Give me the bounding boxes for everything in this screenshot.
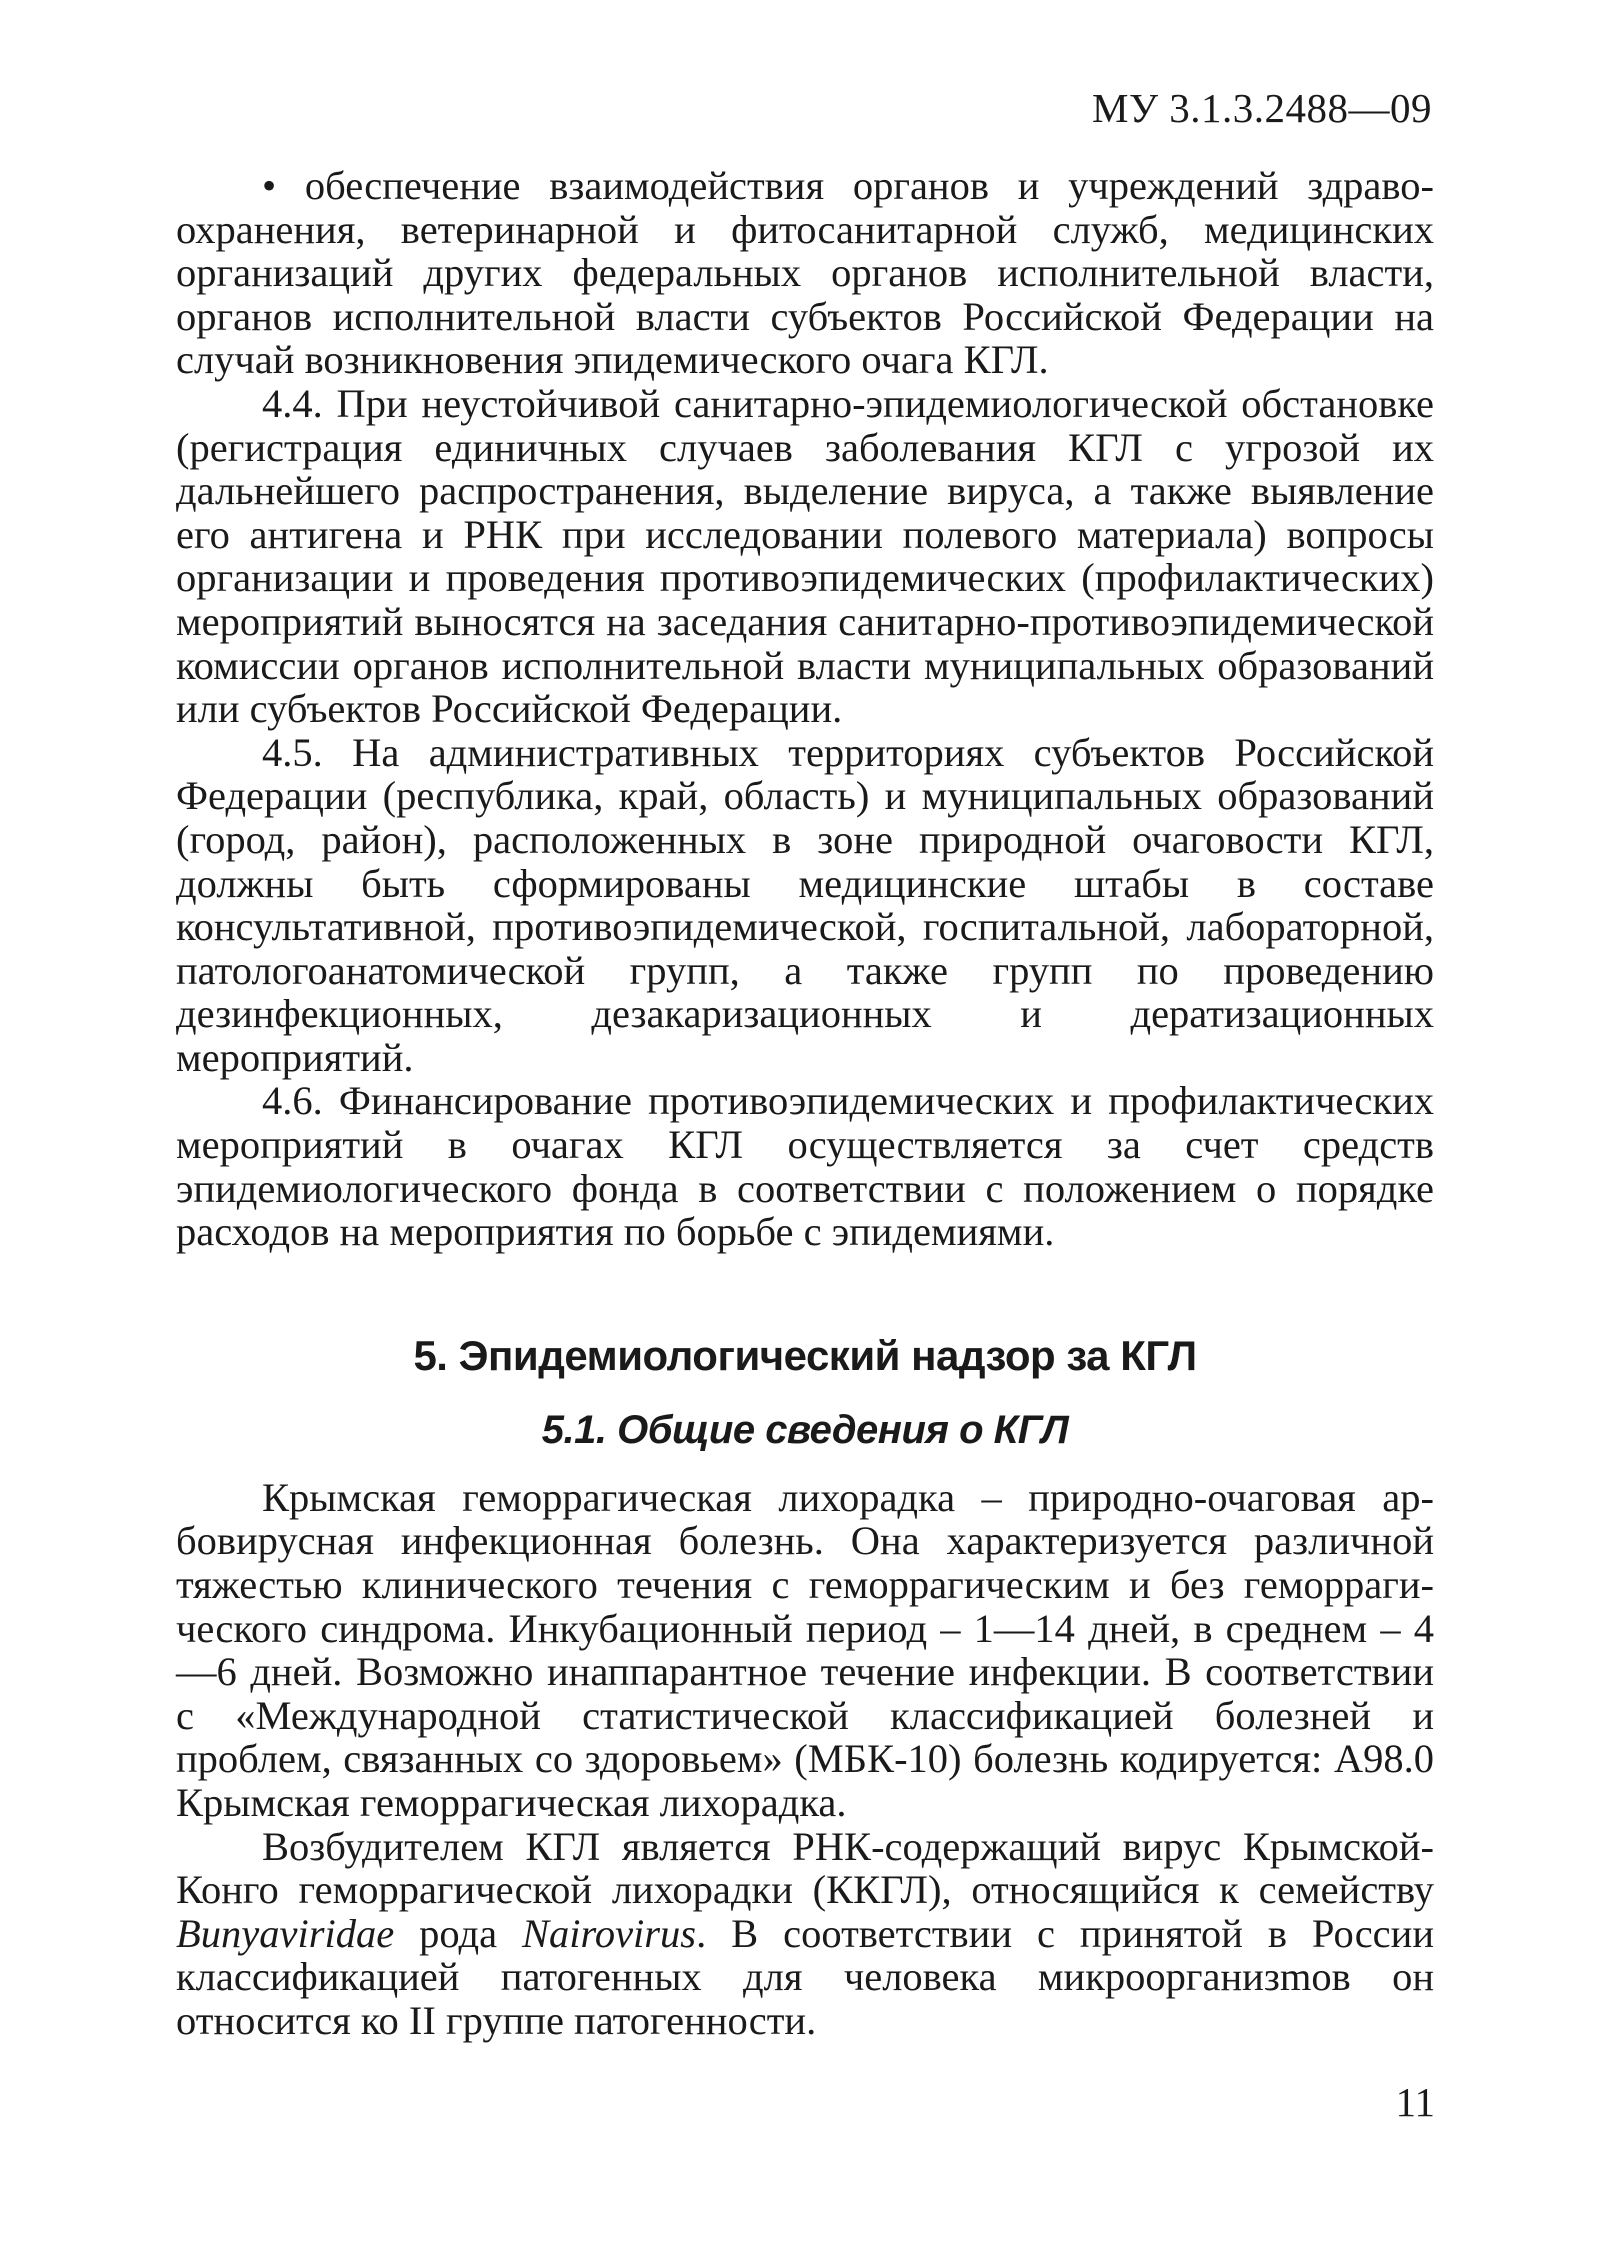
section-5-title: 5. Эпидемиологический надзор за КГЛ (413, 1331, 1197, 1379)
paragraph-4-4: 4.4. При неустойчивой санитарно-эпидемиологической обстановке (регистрация единичных случаев заболевания КГЛ с угрозой их дальнейшего распространения, выделение вируса, а также выявление его антигена и РНК при исследовании полевого материала) вопросы организации и проведения противоэпидемических (профилактических) мероприятий выносятся на заседания санитарно-противоэпидемической комиссии органов исполнительной власти муниципальных образований или субъектов Российской Федерации. (176, 380, 1434, 732)
pathogen-text-part2: рода (394, 1910, 523, 1956)
bullet-paragraph: • обеспечение взаимодействия органов и учреждений здравоохранения, ветеринарной и фитосанитарной служб, медицинских организаций других федеральных органов исполнительной власти, органов исполнительной власти субъектов Российской Федерации на случай возникновения эпидемического очага КГЛ. (176, 163, 1434, 383)
pathogen-text-part1: Возбудителем КГЛ является РНК-содержащий вирус Крымской-Конго геморрагической лихорадки (ККГЛ), относящийся к семейству (176, 1823, 1434, 1913)
paragraph-4-6: 4.6. Финансирование противоэпидемических и профилактических мероприятий в очагах КГЛ осуществляется за счет средств эпидемиологического фонда в соответствии с положением о порядке расходов на мероприятия по борьбе с эпидемиями. (176, 1078, 1434, 1255)
paragraph-pathogen (176, 1825, 1434, 2043)
page-number: 11 (1395, 2079, 1435, 2125)
virus-family: Bunyaviridae (176, 1910, 395, 1956)
page-content (176, 164, 1434, 2043)
virus-genus: Nairovirus (522, 1910, 697, 1956)
pathogen-text-part3: . В соответствии с принятой в России классификацией патогенных для человека микроорганизmов он относится ко II группе патогенности. (176, 1910, 1435, 2043)
paragraph-kgl-general: Крымская геморрагическая лихорадка – природно-очаговая арбовирусная инфекционная болезнь. Она характеризуется различной тяжестью клинического течения с геморрагическим и без геморрагического синдрома. Инкубационный период – 1—14 дней, в среднем – 4—6 дней. Возможно инаппарантное течение инфекции. В соответствии с «Международной статистической классификацией болезней и проблем, связанных со здоровьем» (МБК-10) болезнь кодируется: А98.0 Крымская геморрагическая лихорадка. (176, 1474, 1434, 1825)
document-code: МУ 3.1.3.2488—09 (1092, 85, 1432, 131)
section-5-1-subtitle: 5.1. Общие сведения о КГЛ (541, 1407, 1069, 1452)
paragraph-4-5: 4.5. На административных территориях субъектов Российской Федерации (республика, край, область) и муниципальных образований (город, район), расположенных в зоне природной очаговости КГЛ, должны быть сформированы медицинские штабы в составе консультативной, противоэпидемической, госпитальной, лабораторной, патологоанатомической групп, а также групп по проведению дезинфекционных, дезакаризационных и дератизационных мероприятий. (176, 729, 1434, 1080)
